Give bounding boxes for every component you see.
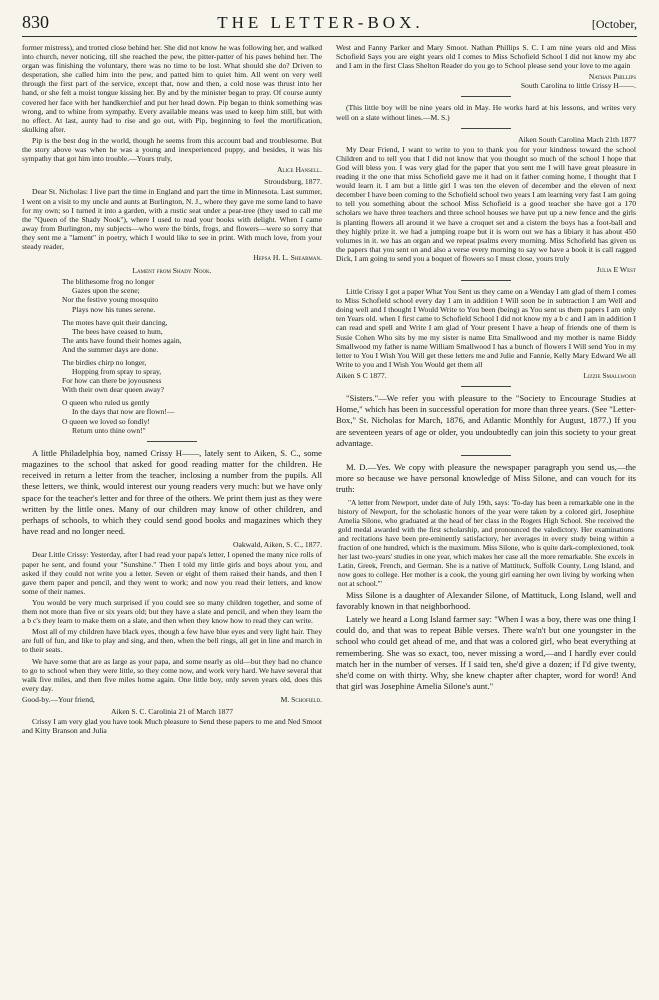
poem-line: In the days that now are flown!— (72, 407, 175, 417)
paragraph: West and Fanny Parker and Mary Smoot. Nathan Phillips S. C. I am nine years old and Miss Schofield Says you are eight years old I comes to Miss Schofield School I did not know my abc and I am in the first Class Shelton Reader do you go to School please send your love to me again (336, 43, 636, 71)
poem-line: Hopping from spray to spray, (72, 367, 162, 377)
paragraph: "Sisters."—We refer you with pleasure to the "Society to Encourage Studies at Home," which has been in successful operation for more than three years. (See "Letter-Box," St. Nicholas for March, 1876, and Atlantic Monthly for August, 1877.) If you are seventeen years of age or older, you undoubtedly can join this society to your great advantage. (336, 393, 636, 448)
divider (461, 128, 511, 129)
signature: M. Schofield. (280, 694, 322, 704)
page-month: [October, (591, 17, 637, 31)
page-header (22, 12, 637, 37)
editor-note: (This little boy will be nine years old in May. He works hard at his lessons, and writes very well on a slate without lines.—M. S.) (336, 103, 636, 122)
paragraph: You would be very much surprised if you could see so many children together, and some of them not more than five or six years old; but they have a slate and pencil, and when they learn the a b c's they learn to make them on a slate, and then when they know how to read they can write. (22, 597, 322, 626)
poem-stanza (62, 318, 322, 354)
paragraph: A little Philadelphia boy, named Crissy H——, lately sent to Aiken, S. C., some magazines to the school that asked for good reading matter for the children. He received in return a letter from the teacher, inclosing a number from the pupils. All these letters, we think, would interest our young readers very much: but we have only space for the teacher's letter and for three of the others. We print them just as they were written by the little ones. Many of our children may know of other children, and perhaps of schools, to which they could send good books and magazines which they have read and no longer need. (22, 447, 322, 537)
paragraph: We have some that are as large as your papa, and some nearly as old—but they had no chance to go to school when they were little, so they come now, and work very hard. We have several that walk five miles, and then five miles home again. One little boy, only seven years old, does this every day. (22, 656, 322, 693)
signature: Alice Hansell. (276, 165, 322, 175)
poem-line: O queen who ruled us gently (62, 398, 150, 408)
dateline: Oakwald, Aiken, S. C., 1877. (232, 540, 322, 550)
paragraph: Dear St. Nicholas: I live part the time in England and part the time in Minnesota. Last summer, I went on a visit to my uncle and aunts at Burlington, N. J., where they gave me some land to have for my own; so I turned it into a garden, with a rustic seat under a pear-tree (they used to call me the "Queen of the Shady Nook"), where I used to read your books with delight. When I came away from Burlington, my subjects—who were the birds, frogs, and flowers—were so sorry that they sent me a "lament" in poetry, which I would like to see in print. With much love, from your steady reader, (22, 187, 322, 251)
dateline: Aiken South Carolina Mach 21th 1877 (518, 134, 636, 144)
dateline: Aiken S. C. Carolinia 21 of March 1877 (110, 706, 234, 716)
poem-stanza (62, 398, 322, 434)
columns (22, 43, 637, 737)
poem-line: The birdies chirp no longer, (62, 358, 147, 367)
paragraph: Pip is the best dog in the world, though he seems from this account bad and troublesome. But the story above was when he was a young and inexperienced puppy, and besides, it was his sympathy that got him into trouble.—Yours truly, (22, 135, 322, 164)
paragraph: Most all of my children have black eyes, though a few have blue eyes and very light hair. They are full of fun, and like to play and sing, and then, when the bell rings, all get in line and march in to their seats. (22, 627, 322, 655)
poem-line: O queen we loved so fondly! (62, 416, 150, 426)
closing: Good-by.—Your friend, (22, 694, 95, 704)
paragraph: Little Crissy I got a paper What You Sent us they came on a Wenday I am glad of them I comes to Miss Schofield school every day I am in addition I Will soon be in subtraction I am Well and doing well and I thought I Would Write to You been (being) as You sent us them papers I am only ten Years old. when I first came to Schofield School I did not know my a b c and I am in addition I can read and spell and Write I am glad of Your present I have a heap of friends one of them is Susie Cohen Who sits by me my sister is name Etta Smallwood and my mother is name Biddy Smallwood my father is name William Smallwood I has a bunch of flowers I Will send You in my letter to You I Wish You Will get these letters me and Julie and Fannie, Kelly Mary Edward We all Write to you and I Wish You Would get them all (336, 287, 636, 369)
quotation: "A letter from Newport, under date of July 19th, says: 'To-day has been a remarkable one in the history of Newport, for the scholastic honors of the year were taken by a colored girl, Josephine Amelia Silone, who graduated at the head of her class in the Rogers High School. She received the gold medal awarded with the first scholarship, and pronounced the valedictory. Her examinations and recitations have been pre-eminently satisfactory, her averages in every study being within a fraction of one hundred, which is the maximum. Miss Silone, who is quite dark-complexioned, took her last two-years' studies in one year, which makes her case all the more remarkable. She excels in Latin, Greek, French, and German. She is a native of Mattituck, Suffolk County, Long Island, and now goes to college. Her mother is a cook, the young girl earning her own living by working when not at school.'" (338, 497, 634, 588)
paragraph: Lately we heard a Long Island farmer say: "When I was a boy, there was one thing I could do, and that was to repeat Bible verses. There wa'n't but one youngster in the school who could get ahead of me, and that was a colored girl, who beat everything at remembering. She was so exact, too, never missing a word,—and I hardly ever could match her in the number of verses. If I said ten, she'd give a dozen; if I'd give twenty, she'd come on with thirty. Why, she knew chapter after chapter, word for word! And that girl was Josephine Amelia Silone's aunt." (336, 614, 636, 692)
poem-line: For how can there be joyousness (62, 376, 162, 386)
poem-line: And the summer days are done. (62, 344, 159, 354)
divider (461, 280, 511, 281)
poem-stanza (62, 277, 322, 313)
page-title: THE LETTER-BOX. (217, 13, 424, 32)
poem-title: Lament from Shady Nook. (132, 266, 212, 276)
paragraph: Miss Silone is a daughter of Alexander Silone, of Mattituck, Long Island, well and favorably known in that neighborhood. (336, 589, 636, 611)
poem-line: Nor the festive young mosquito (62, 295, 159, 305)
signature: Julia E West (596, 264, 636, 274)
paragraph: Crissy I am very glad you have took Much pleasure to Send these papers to me and Ned Smoot and Kitty Branson and Julia (22, 717, 322, 736)
closing-line (336, 371, 636, 380)
signature: Lizzie Smallwood (583, 370, 636, 380)
paragraph: Dear Little Crissy: Yesterday, after I had read your papa's letter, I opened the many nice rolls of paper he sent, and found your "Sunshine." Then I told my little girls and boys about you, and asked if they could not write you a letter. Seven or eight of them raised their hands, and then I gave them paper and pencil, and they went to work; and now you read their letters, and know some of their names. (22, 550, 322, 596)
divider (147, 441, 197, 442)
poem-line: Plays now his tunes serene. (72, 304, 156, 314)
signature: Hepsa H. L. Shearman. (253, 253, 322, 263)
dateline: Aiken S C 1877. (336, 370, 387, 380)
closing-line (22, 695, 322, 704)
paragraph: My Dear Friend, I want to write to you to thank you for your kindness toward the school Children and to tell you that I did not know that you thought so much of the school I hope that God will bless you. I was very glad for the paper that you sent me I will have great pleasure in reading it the one that miss Schofield gave me it had on it father coming home, I thought that I would learn it. I am but a little girl I was ten the eleven of december and the eleven of next december I have been coming to the Schofield school two years I am learning very fast I am going to tell you something about the school Miss Schofield is a good teacher she have got a 170 scholars we have three teachers and three school houses we have put up a new fence and the girls is planting flowers all around it we have a croquet set and a cistern the boys has a foot-ball and they highly prize it. we had a jumping roape but it is worn out we has a libiary it has about 450 volumes in it. we has an organ and we repeat psalms every morning. Miss Schofield has given us the papers that you sent on and also a verse every morning to say we have a book it is call ragged Dick, I am going to send you a boquet of flowers so I must close, yours truly (336, 144, 636, 263)
poem-line: The ants have found their homes again, (62, 335, 182, 345)
poem-line: The blithesome frog no longer (62, 277, 155, 287)
signature: Nathan Phillips (588, 72, 636, 82)
divider (461, 386, 511, 387)
dateline: Stroudsburg, 1877. (264, 177, 322, 187)
addressee: South Carolina to little Crissy H——. (520, 81, 636, 91)
poem-line: With their own dear queen away? (62, 385, 164, 395)
page-number: 830 (22, 12, 49, 32)
poem-line: Gazes upon the scene; (72, 286, 140, 296)
divider (461, 455, 511, 456)
paragraph: M. D.—Yes. We copy with pleasure the newspaper paragraph you send us,—the more so because we have personal knowledge of Miss Silone, and can vouch for its truth: (336, 462, 636, 495)
poem-line: Return unto thine own!" (72, 425, 146, 435)
poem-line: The bees have ceased to hum, (72, 326, 163, 336)
poem-line: The motes have quit their dancing, (62, 317, 168, 327)
paragraph: former mistress), and trotted close behind her. She did not know he was following her, and walked into church, never noticing, till she reached the pew, the pitter-patter of his paws behind her. The organ was finishing the voluntary, there was no time to be lost. What should she do? Driven to desperation, she called him into the pew, and patted him to quiet him. All went on very well through the first part of the service, except that, now and then, a cold nose was thrust into her hand, or she felt a moist tongue kissing her. By and by the minister began to pray. Of course aunty covered her face with her handkerchief and put her head down. Pip began to think something was wrong, and to whine from sympathy. Every available means was used to keep him still, but with no effect. At last, aunty had to rise and go out, with Pip, beginning to feel the mortification, skulking after. (22, 43, 322, 134)
left-column (22, 43, 322, 737)
divider (461, 96, 511, 97)
poem-stanza (62, 358, 322, 394)
right-column (336, 43, 636, 737)
poem (22, 277, 322, 435)
